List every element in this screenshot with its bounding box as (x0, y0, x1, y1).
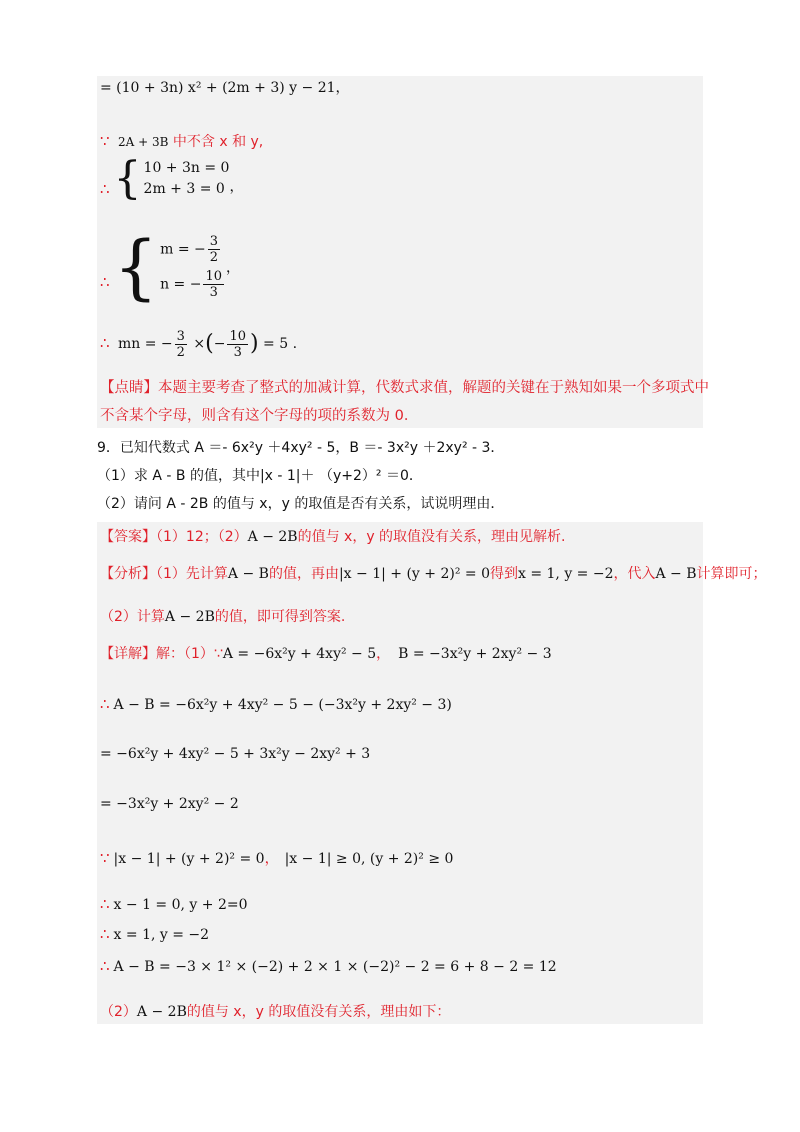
analysis-line-2: （2）计算A − 2B的值，即可得到答案. (100, 609, 346, 625)
step-4: ∵ |x − 1| + (y + 2)² = 0， |x − 1| ≥ 0, (y + 2)² ≥ 0 (100, 849, 454, 867)
question-9-line-2: （1）求 A - B 的值，其中|x - 1|＋ （y+2）² ＝0． (97, 468, 423, 484)
mn-result: ∴ mn = − $\frac{3}{2}$ ×(− $\frac{10}{3}$ ) = 5 . (100, 328, 298, 360)
condition-expr: 2A + 3B (118, 135, 169, 149)
equation-system-1 (100, 153, 244, 204)
comment-line-1: 【点睛】本题主要考查了整式的加减计算，代数式求值，解题的关键在于熟知如果一个多项式中 (100, 380, 709, 396)
therefore-symbol: ∴ (100, 334, 110, 352)
step-3: = −3x²y + 2xy² − 2 (100, 796, 239, 812)
step-8: （2）A − 2B的值与 x，y 的取值没有关系，理由如下： (100, 1004, 451, 1020)
answer-line: 【答案】（1）12；（2）A − 2B的值与 x，y 的取值没有关系，理由见解析. (100, 529, 566, 545)
system-row-n: n = − $\frac{10}{3}$ (160, 269, 223, 300)
system-row-m: m = − $\frac{3}{2}$ (160, 234, 219, 265)
analysis-line-1: 【分析】（1）先计算A − B的值，再由|x − 1| + (y + 2)² = 0得到x = 1, y = −2，代入A − B计算即可； (100, 566, 767, 582)
detail-line: 【详解】解：（1）∵A = −6x²y + 4xy² − 5， B = −3x²y + 2xy² − 3 (100, 646, 552, 662)
step-7: ∴ A − B = −3 × 1² × (−2) + 2 × 1 × (−2)² − 2 = 6 + 8 − 2 = 12 (100, 957, 557, 975)
therefore-symbol: ∴ (100, 273, 110, 291)
comment-line-2: 不含某个字母，则含有这个字母的项的系数为 0． (100, 408, 419, 424)
analysis-tag: 【分析】 (100, 566, 156, 582)
left-brace: { (113, 226, 159, 308)
equation-system-2 (100, 226, 241, 308)
condition-line (100, 131, 263, 152)
step-5: ∴ x − 1 = 0, y + 2=0 (100, 895, 248, 913)
solution-block-bottom (97, 522, 703, 1024)
question-9-line-3: （2）请问 A - 2B 的值与 x，y 的取值是否有关系，试说明理由． (97, 496, 505, 512)
step-6: ∴ x = 1, y = −2 (100, 925, 210, 943)
condition-text: 中不含 x 和 y, (172, 134, 264, 150)
because-symbol: ∵ (100, 132, 110, 150)
therefore-symbol: ∴ (100, 180, 110, 198)
system-tail: ， (226, 260, 241, 276)
system-row-1: 10 + 3n = 0 (143, 160, 230, 176)
system-tail: ， (229, 179, 244, 195)
step-1: ∴ A − B = −6x²y + 4xy² − 5 − (−3x²y + 2xy² − 3) (100, 695, 452, 713)
left-brace: { (113, 153, 142, 204)
system-row-2: 2m + 3 = 0 (143, 181, 225, 197)
expression-line: = (10 + 3n) x² + (2m + 3) y − 21， (100, 80, 350, 96)
answer-tag: 【答案】 (100, 529, 156, 545)
step-2: = −6x²y + 4xy² − 5 + 3x²y − 2xy² + 3 (100, 746, 371, 762)
detail-tag: 【详解】 (100, 646, 156, 662)
question-9-line-1: 9．已知代数式 A ＝- 6x²y ＋4xy² - 5，B ＝- 3x²y ＋2xy² - 3． (97, 440, 505, 456)
